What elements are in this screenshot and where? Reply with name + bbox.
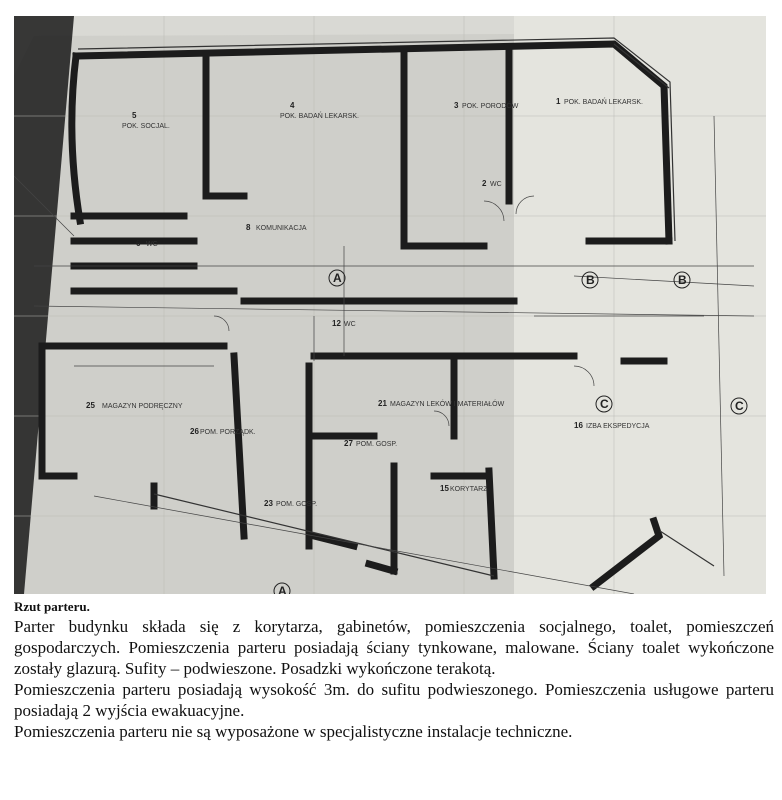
floor-plan-image [14,16,766,594]
room-label: KOMUNIKACJA [256,225,307,232]
room-label: MAGAZYN LEKÓW I MATERIAŁÓW [390,401,505,408]
room-number: 3 [454,101,459,110]
room-label: POK. PORODÓW [462,103,519,110]
room-label: POK. BADAŃ LEKARSK. [564,99,643,106]
caption-block [14,599,774,742]
section-mark-b: B [586,273,595,287]
caption-paragraph: Pomieszczenia parteru nie są wyposażone w specjalistyczne instalacje techniczne. [14,722,573,741]
room-number: 26 [190,427,199,436]
room-number: 8 [246,223,251,232]
room-number: 15 [440,484,449,493]
room-number: 16 [574,421,583,430]
room-label: MAGAZYN PODRĘCZNY [102,403,183,410]
room-label: POK. BADAŃ LEKARSK. [280,113,359,120]
section-mark-a: A [333,271,342,285]
room-number: 21 [378,399,387,408]
section-mark-a: A [278,584,287,594]
room-number: 6 [136,239,141,248]
room-label: POM. GOSP. [276,501,318,508]
room-label: IZBA EKSPEDYCJA [586,423,650,430]
room-number: 12 [332,319,341,328]
room-label: POK. SOCJAL. [122,123,170,130]
room-number: 4 [290,101,295,110]
room-label: WC [344,321,356,328]
room-number: 23 [264,499,273,508]
room-label: WC [146,241,158,248]
section-mark-c: C [600,397,609,411]
room-label: WC [490,181,502,188]
section-mark-b: B [678,273,687,287]
room-number: 1 [556,97,561,106]
room-number: 27 [344,439,353,448]
room-number: 25 [86,401,95,410]
room-label: KORYTARZ [450,486,488,493]
room-label: POM. PORZĄDK. [200,429,256,436]
room-number: 2 [482,179,487,188]
room-number: 5 [132,111,137,120]
room-label: POM. GOSP. [356,441,398,448]
caption-paragraph: Parter budynku składa się z korytarza, gabinetów, pomieszczenia socjalnego, toalet, pomieszczeń gospodarczych. Pomieszczenia parteru posiadają ściany tynkowane, malowane. Ściany toalet wykończone zostały glazurą. Sufity – podwieszone. Posadzki wykończone terakotą. [14,617,774,678]
caption-title: Rzut parteru. [14,599,90,614]
caption-paragraph: Pomieszczenia parteru posiadają wysokość 3m. do sufitu podwieszonego. Pomieszczenia usługowe parteru posiadają 2 wyjścia ewakuacyjne. [14,680,774,720]
section-mark-c: C [735,399,744,413]
